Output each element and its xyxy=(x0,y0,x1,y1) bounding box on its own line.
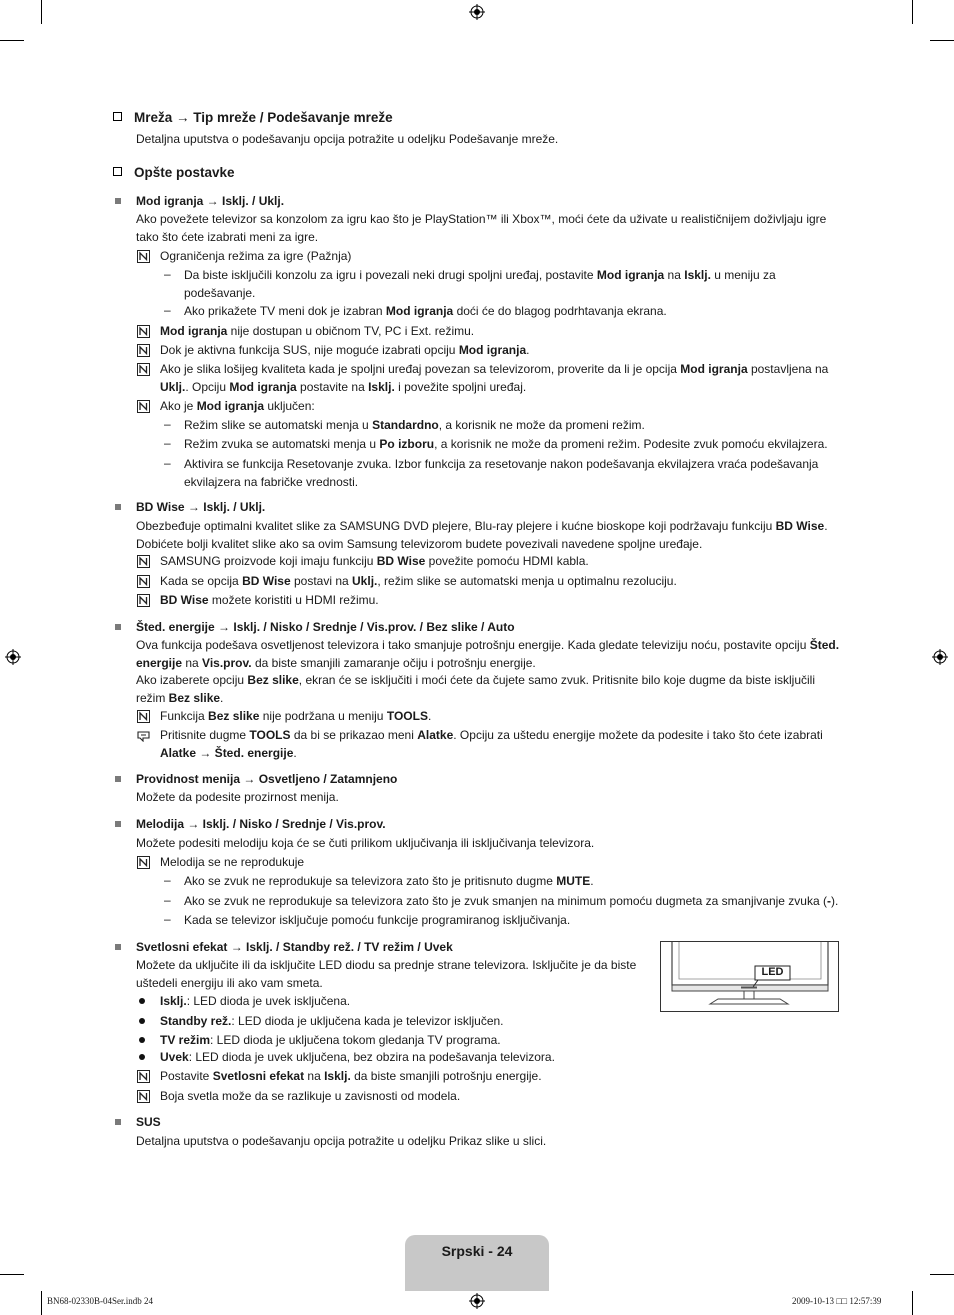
transparency-title: Providnost menija → Osvetljeno / Zatamnjeno xyxy=(136,772,398,786)
note-icon xyxy=(137,325,150,338)
transparency-desc: Možete da podesite prozirnost menija. xyxy=(136,790,339,804)
note-icon xyxy=(137,344,150,357)
dash-bullet: – xyxy=(164,893,171,907)
melody-title: Melodija → Isklj. / Nisko / Srednje / Vis.prov. xyxy=(136,817,386,831)
crop-mark xyxy=(41,0,42,24)
square-bullet-icon xyxy=(115,198,121,204)
melody-dash-3: Kada se televizor isključuje pomoću funkcije programiranog isključivanja. xyxy=(184,913,571,927)
checkbox-square-icon xyxy=(113,112,122,121)
tv-led-illustration xyxy=(660,941,839,1012)
energy-desc-1: Ova funkcija podešava osvetljenost televizora i tako smanjuje potrošnju energije. Kada gledate televiziju noću, postavite opciju Šted. energije na Vis.prov. da biste smanjili zamaranje očiju i potrošnju energije. xyxy=(136,638,840,670)
section-heading-general: Opšte postavke xyxy=(113,165,235,180)
square-bullet-icon xyxy=(115,821,121,827)
bd-wise-title: BD Wise → Isklj. / Uklj. xyxy=(136,500,266,514)
light-option-always: Uvek: LED dioda je uvek uključena, bez obzira na podešavanja televizora. xyxy=(160,1050,555,1064)
crop-mark xyxy=(0,40,24,41)
crop-mark xyxy=(912,1291,913,1315)
registration-mark-icon xyxy=(469,1293,485,1309)
energy-title: Šted. energije → Isklj. / Nisko / Srednje / Vis.prov. / Bez slike / Auto xyxy=(136,620,515,634)
note-icon xyxy=(137,1070,150,1083)
game-mode-dash-4: Režim zvuka se automatski menja u Po izboru, a korisnik ne može da promeni režim. Podesite zvuk pomoću ekvilajzera. xyxy=(184,437,828,451)
square-bullet-icon xyxy=(115,944,121,950)
energy-desc-2: Ako izaberete opciju Bez slike, ekran će se isključiti i moći ćete da čujete samo zvuk. Pritisnite bilo koje dugme da biste isključili režim Bez slike. xyxy=(136,673,815,705)
bd-wise-note-2: Kada se opcija BD Wise postavi na Uklj., režim slike se automatski menja u optimalnu rezoluciju. xyxy=(160,574,677,588)
page-number: Srpski - 24 xyxy=(441,1243,513,1259)
note-icon xyxy=(137,400,150,413)
dash-bullet: – xyxy=(164,456,171,470)
game-mode-dash-5: Aktivira se funkcija Resetovanje zvuka. Izbor funkcija za resetovanje nakon podešavanja ekvilajzera vraća podešavanja ekvilajzera na fabričke vrednosti. xyxy=(184,457,819,489)
dash-bullet: – xyxy=(164,417,171,431)
dash-bullet: – xyxy=(164,873,171,887)
square-bullet-icon xyxy=(115,504,121,510)
energy-tools-note: Pritisnite dugme TOOLS da bi se prikazao meni Alatke. Opciju za uštedu energije možete da podesite i tako što ćete izabrati Alatke → Šted. energije. xyxy=(160,728,823,760)
note-icon xyxy=(137,575,150,588)
note-icon xyxy=(137,710,150,723)
bd-wise-note-1: SAMSUNG proizvode koji imaju funkciju BD Wise povežite pomoću HDMI kabla. xyxy=(160,554,589,568)
melody-dash-2: Ako se zvuk ne reprodukuje sa televizora zato što je zvuk smanjen na minimum pomoću dugmeta za smanjivanje zvuka (-). xyxy=(184,894,839,908)
game-mode-desc: Ako povežete televizor sa konzolom za igru kao što je PlayStation™ ili Xbox™, moći ćete da uživate u realističnijem doživljaju igre tako što ćete izabrati meni za igre. xyxy=(136,212,827,244)
game-mode-note-2: Mod igranja nije dostupan u običnom TV, PC i Ext. režimu. xyxy=(160,324,475,338)
section-heading-network: Mreža → Tip mreže / Podešavanje mreže xyxy=(113,110,393,125)
print-slug-left: BN68-02330B-04Ser.indb 24 xyxy=(47,1296,154,1306)
game-mode-dash-1: Da biste isključili konzolu za igru i povezali neki drugi spoljni uređaj, postavite Mod igranja na Isklj. u meniju za podešavanje. xyxy=(184,268,776,300)
square-bullet-icon xyxy=(115,1119,121,1125)
game-mode-note-1: Ograničenja režima za igre (Pažnja) xyxy=(160,249,352,263)
note-icon xyxy=(137,1090,150,1103)
bullet-dot-icon xyxy=(139,1018,145,1024)
game-mode-dash-2: Ako prikažete TV meni dok je izabran Mod igranja doći će do blagog podrhtavanja ekrana. xyxy=(184,304,667,318)
energy-note-1: Funkcija Bez slike nije podržana u meniju TOOLS. xyxy=(160,709,432,723)
registration-mark-icon xyxy=(932,649,948,665)
square-bullet-icon xyxy=(115,776,121,782)
bullet-dot-icon xyxy=(139,1037,145,1043)
bullet-dot-icon xyxy=(139,1054,145,1060)
melody-desc: Možete podesiti melodiju koja će se čuti prilikom uključivanja ili isključivanja televizora. xyxy=(136,836,595,850)
note-icon xyxy=(137,594,150,607)
crop-mark xyxy=(930,1274,954,1275)
crop-mark xyxy=(41,1291,42,1315)
dash-bullet: – xyxy=(164,912,171,926)
note-icon xyxy=(137,856,150,869)
game-mode-title: Mod igranja → Isklj. / Uklj. xyxy=(136,194,285,208)
game-mode-dash-3: Režim slike se automatski menja u Standardno, a korisnik ne može da promeni režim. xyxy=(184,418,645,432)
checkbox-square-icon xyxy=(113,167,122,176)
dash-bullet: – xyxy=(164,267,171,281)
dash-bullet: – xyxy=(164,436,171,450)
note-icon xyxy=(137,363,150,376)
registration-mark-icon xyxy=(5,649,21,665)
melody-dash-1: Ako se zvuk ne reprodukuje sa televizora zato što je pritisnuto dugme MUTE. xyxy=(184,874,594,888)
light-note-2: Boja svetla može da se razlikuje u zavisnosti od modela. xyxy=(160,1089,461,1103)
sus-title: SUS xyxy=(136,1115,161,1129)
light-desc: Možete da uključite ili da isključite LED diodu sa prednje strane televizora. Isključite je da biste uštedeli energiju ili ako vam smeta. xyxy=(136,958,637,990)
melody-note-1: Melodija se ne reprodukuje xyxy=(160,855,305,869)
game-mode-note-3: Dok je aktivna funkcija SUS, nije moguće izabrati opciju Mod igranja. xyxy=(160,343,530,357)
square-bullet-icon xyxy=(115,624,121,630)
print-slug-right: 2009-10-13 □□ 12:57:39 xyxy=(792,1296,882,1306)
registration-mark-icon xyxy=(469,4,485,20)
game-mode-note-4: Ako je slika lošijeg kvaliteta kada je spoljni uređaj povezan sa televizorom, proverite da li je opcija Mod igranja postavljena na Uklj.. Opciju Mod igranja postavite na Isklj. i povežite spoljni uređaj. xyxy=(160,362,829,394)
dash-bullet: – xyxy=(164,303,171,317)
note-icon xyxy=(137,555,150,568)
light-title: Svetlosni efekat → Isklj. / Standby rež. / TV režim / Uvek xyxy=(136,940,453,954)
crop-mark xyxy=(0,1274,24,1275)
light-note-1: Postavite Svetlosni efekat na Isklj. da biste smanjili potrošnju energije. xyxy=(160,1069,542,1083)
bullet-dot-icon xyxy=(139,998,145,1004)
light-option-tv: TV režim: LED dioda je uključena tokom gledanja TV programa. xyxy=(160,1033,501,1047)
note-icon xyxy=(137,250,150,263)
game-mode-note-5: Ako je Mod igranja uključen: xyxy=(160,399,315,413)
crop-mark xyxy=(912,0,913,24)
crop-mark xyxy=(930,40,954,41)
light-option-standby: Standby rež.: LED dioda je uključena kada je televizor isključen. xyxy=(160,1014,504,1028)
sus-desc: Detaljna uputstva o podešavanju opcija potražite u odeljku Prikaz slike u slici. xyxy=(136,1134,547,1148)
bd-wise-note-3: BD Wise možete koristiti u HDMI režimu. xyxy=(160,593,379,607)
light-option-off: Isklj.: LED dioda je uvek isključena. xyxy=(160,994,351,1008)
network-text: Detaljna uputstva o podešavanju opcija potražite u odeljku Podešavanje mreže. xyxy=(136,132,559,146)
led-label: LED xyxy=(761,966,784,978)
tools-icon xyxy=(137,729,150,742)
bd-wise-desc: Obezbeđuje optimalni kvalitet slike za SAMSUNG DVD plejere, Blu-ray plejere i kućne bioskope koji podržavaju funkciju BD Wise. Dobićete bolji kvalitet slike ako sa ovim Samsung televizorom budete povezivali navedene spoljne uređaje. xyxy=(136,519,828,551)
